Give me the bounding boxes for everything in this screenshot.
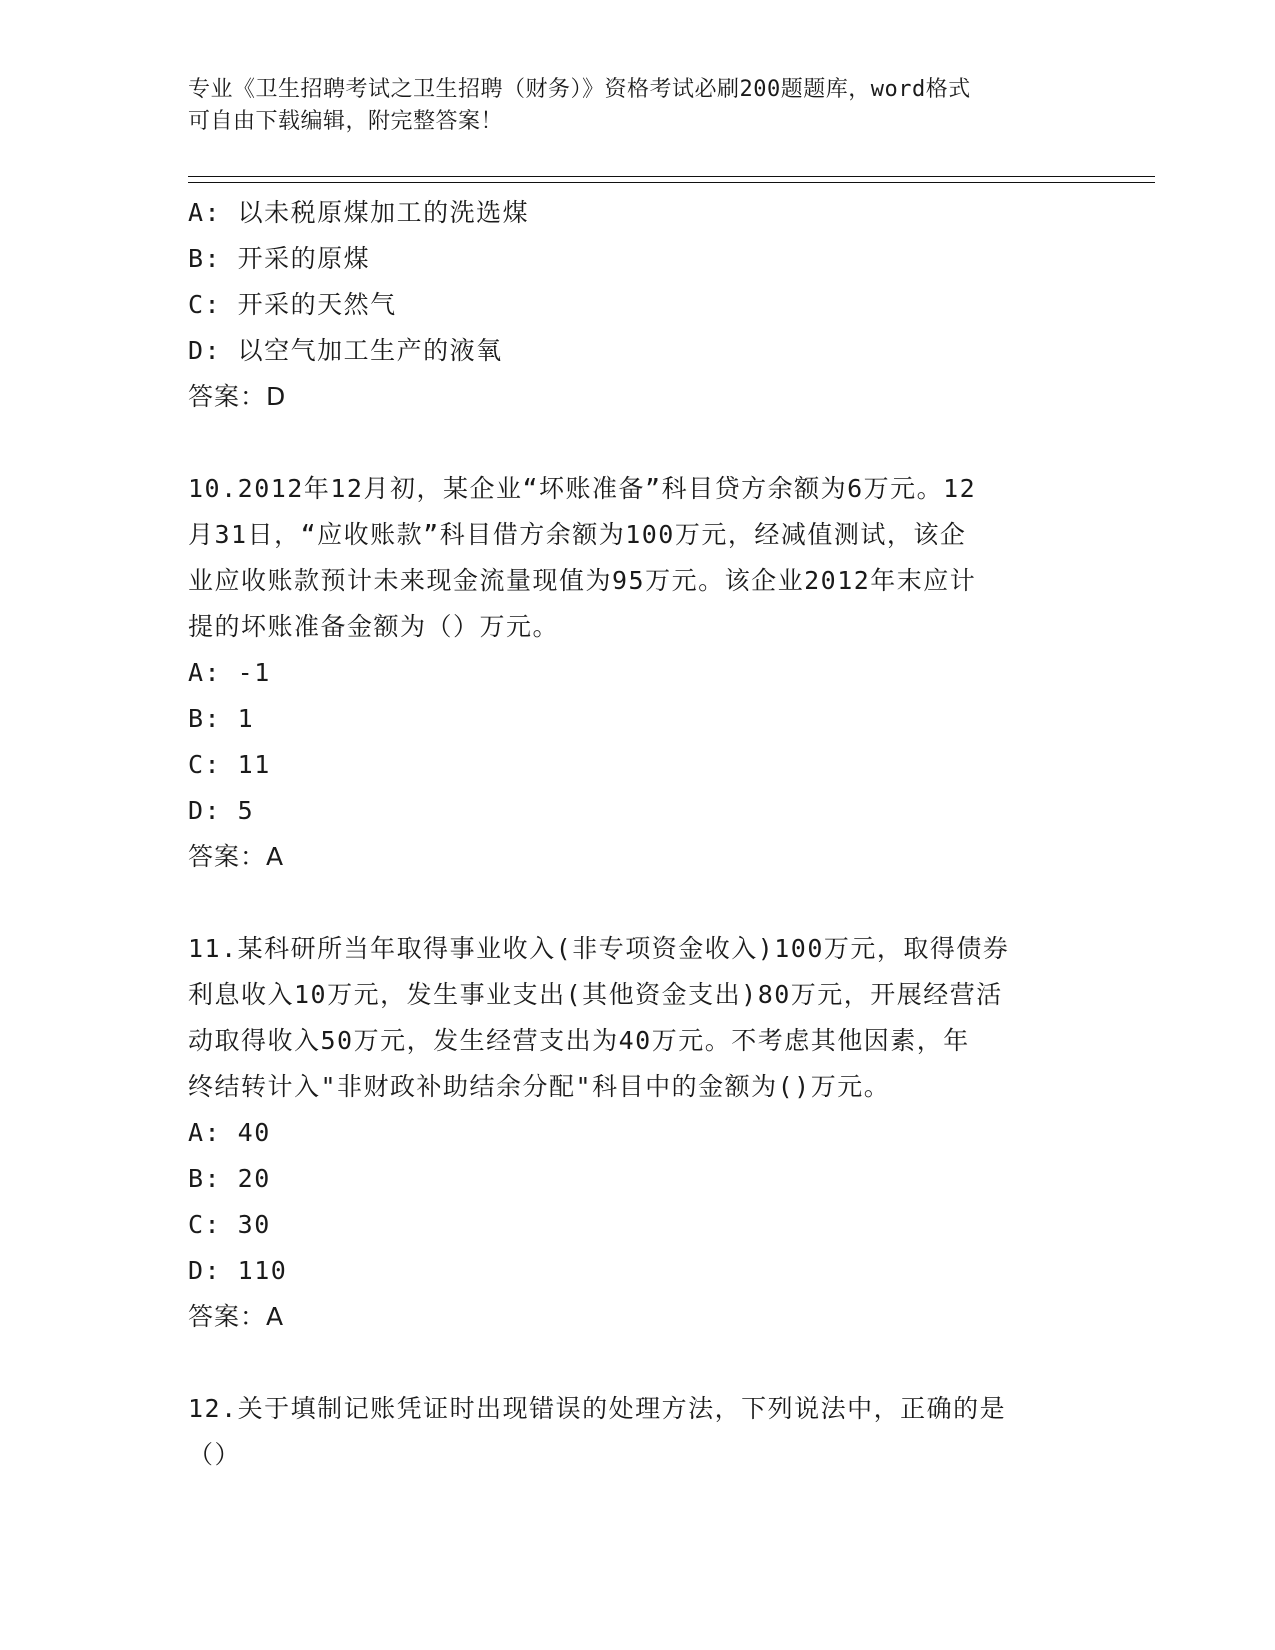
question-line: 业应收账款预计未来现金流量现值为95万元。该企业2012年末应计 — [188, 566, 977, 595]
answer-line: 答案：A — [188, 842, 285, 871]
question-11 — [188, 926, 1088, 1340]
question-10 — [188, 466, 1088, 880]
question-12 — [188, 1386, 1088, 1478]
option-b: B: 20 — [188, 1164, 271, 1193]
option-d: D: 5 — [188, 796, 255, 825]
question-line: 月31日，“应收账款”科目借方余额为100万元，经减值测试，该企 — [188, 520, 967, 549]
option-c: C: 11 — [188, 750, 271, 779]
option-a: A: -1 — [188, 658, 271, 687]
header-divider-bottom — [188, 182, 1155, 183]
option-b: B: 1 — [188, 704, 255, 733]
option-c: C: 30 — [188, 1210, 271, 1239]
question-line: 动取得收入50万元，发生经营支出为40万元。不考虑其他因素，年 — [188, 1026, 970, 1055]
question-line: 终结转计入"非财政补助结余分配"科目中的金额为()万元。 — [188, 1072, 891, 1101]
header-line-2: 可自由下载编辑，附完整答案！ — [188, 109, 504, 134]
question-line: 11.某科研所当年取得事业收入(非专项资金收入)100万元，取得债券 — [188, 934, 1010, 963]
option-c: C: 开采的天然气 — [188, 290, 397, 319]
question-line: 10.2012年12月初，某企业“坏账准备”科目贷方余额为6万元。12 — [188, 474, 977, 503]
header-line-1: 专业《卫生招聘考试之卫生招聘（财务）》资格考试必刷200题题库，word格式 — [188, 77, 971, 102]
option-a: A: 以未税原煤加工的洗选煤 — [188, 198, 530, 227]
answer-line: 答案：A — [188, 1302, 285, 1331]
question-text — [188, 466, 1088, 650]
question-line: 12.关于填制记账凭证时出现错误的处理方法，下列说法中，正确的是 — [188, 1394, 1007, 1423]
question-line: 利息收入10万元，发生事业支出(其他资金支出)80万元，开展经营活 — [188, 980, 1003, 1009]
answer-line: 答案：D — [188, 382, 287, 411]
option-d: D: 以空气加工生产的液氧 — [188, 336, 503, 365]
document-header — [188, 74, 1088, 138]
question-text — [188, 926, 1088, 1110]
option-b: B: 开采的原煤 — [188, 244, 371, 273]
question-text — [188, 1386, 1088, 1478]
question-9 — [188, 190, 1088, 420]
option-d: D: 110 — [188, 1256, 288, 1285]
header-divider-top — [188, 176, 1155, 177]
document-body — [188, 190, 1088, 1478]
option-a: A: 40 — [188, 1118, 271, 1147]
question-line: 提的坏账准备金额为（）万元。 — [188, 612, 560, 641]
question-line: （） — [188, 1440, 242, 1469]
